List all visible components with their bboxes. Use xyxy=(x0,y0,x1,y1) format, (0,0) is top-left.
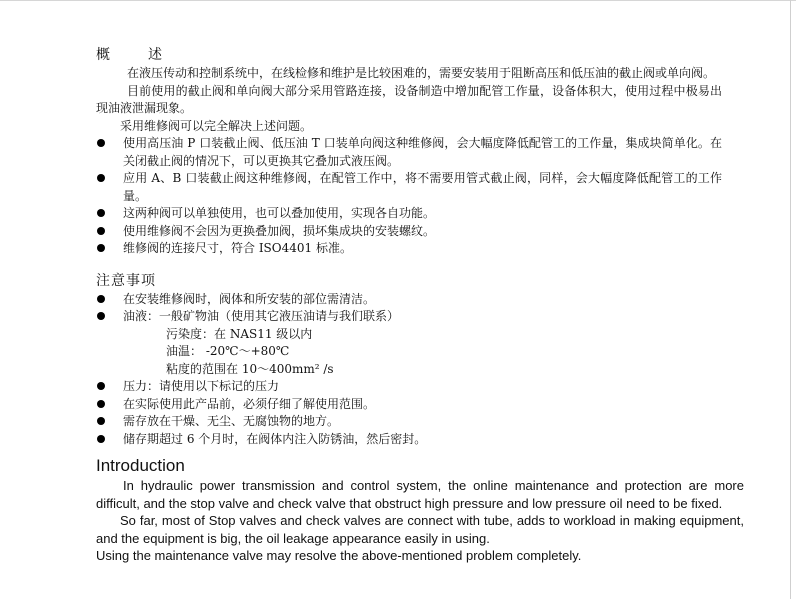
bullet-dot-icon xyxy=(97,139,105,147)
introduction-heading: Introduction xyxy=(96,456,185,475)
notes-bullet-text: 需存放在干燥、无尘、无腐蚀物的地方。 xyxy=(123,414,340,428)
notes-bullet-text: 在实际使用此产品前，必须仔细了解使用范围。 xyxy=(123,396,376,411)
notes-heading: 注意事项 xyxy=(96,272,156,289)
oil-spec-line: 污染度：在 NAS11 级以内 xyxy=(166,326,313,341)
section-spacer xyxy=(96,448,722,456)
notes-bullet-text: 储存期超过 6 个月时，在阀体内注入防锈油，然后密封。 xyxy=(123,431,427,446)
bullet-dot-icon xyxy=(97,209,105,217)
oil-spec-line: 油温： -20℃～+80℃ xyxy=(166,344,290,358)
notes-bullet-text: 油液：一般矿物油（使用其它液压油请与我们联系） xyxy=(123,309,400,323)
overview-bullet xyxy=(96,240,722,258)
notes-bullet xyxy=(96,396,722,414)
section-spacer xyxy=(96,258,722,272)
introduction-paragraph-3: Using the maintenance valve may resolve the above-mentioned problem completely. xyxy=(96,548,582,563)
introduction-paragraph-1: In hydraulic power transmission and control system, the online maintenance and protection are more difficult, and the stop valve and check valve that obstruct high pressure and low pressure oil need to be fixed. xyxy=(96,478,744,511)
overview-bullet-text: 这两种阀可以单独使用，也可以叠加使用，实现各自功能。 xyxy=(123,206,436,220)
bullet-dot-icon xyxy=(97,435,105,443)
overview-bullet xyxy=(96,205,722,223)
overview-bullet xyxy=(96,223,722,241)
overview-bullet-text: 维修阀的连接尺寸，符合 ISO4401 标准。 xyxy=(123,241,352,255)
bullet-dot-icon xyxy=(97,174,105,182)
overview-paragraph-3: 采用维修阀可以完全解决上述问题。 xyxy=(120,118,313,133)
bullet-dot-icon xyxy=(97,400,105,408)
notes-bullet xyxy=(96,291,722,309)
notes-bullet xyxy=(96,308,722,326)
bullet-dot-icon xyxy=(97,417,105,425)
document-page xyxy=(96,46,744,565)
overview-bullet-text: 应用 A、B 口装截止阀这种维修阀，在配管工作中，将不需要用管式截止阀，同样，会大幅度降低配管工的工作量。 xyxy=(123,171,722,203)
overview-bullet xyxy=(96,135,722,170)
overview-paragraph-1: 在液压传动和控制系统中，在线检修和维护是比较困难的，需要安装用于阻断高压和低压油的截止阀或单向阀。 xyxy=(127,66,716,80)
notes-bullet-text: 压力：请使用以下标记的压力 xyxy=(123,379,280,393)
notes-bullet xyxy=(96,431,722,449)
bullet-dot-icon xyxy=(97,382,105,390)
page-top-border xyxy=(0,0,796,1)
bullet-dot-icon xyxy=(97,312,105,320)
bullet-dot-icon xyxy=(97,244,105,252)
bullet-dot-icon xyxy=(97,227,105,235)
notes-bullet-text: 在安装维修阀时，阀体和所安装的部位需清洁。 xyxy=(123,291,376,306)
overview-bullet-text: 使用维修阀不会因为更换叠加阀，损坏集成块的安装螺纹。 xyxy=(123,223,436,238)
bullet-dot-icon xyxy=(97,295,105,303)
notes-bullet xyxy=(96,378,722,396)
introduction-paragraph-2: So far, most of Stop valves and check valves are connect with tube, adds to workload in making equipment, and the equipment is big, the oil leakage appearance easily in using. xyxy=(96,513,744,546)
overview-bullet-text: 使用高压油 P 口装截止阀、低压油 T 口装单向阀这种维修阀，会大幅度降低配管工的工作量，集成块简单化。在关闭截止阀的情况下，可以更换其它叠加式液压阀。 xyxy=(123,136,722,168)
notes-bullet xyxy=(96,413,722,431)
page-right-border xyxy=(790,0,791,599)
overview-heading: 概 述 xyxy=(96,47,174,63)
overview-bullet xyxy=(96,170,722,205)
oil-spec-line: 粘度的范围在 10～400mm² /s xyxy=(166,361,334,376)
overview-paragraph-2: 目前使用的截止阀和单向阀大部分采用管路连接，设备制造中增加配管工作量，设备体积大，使用过程中极易出现油液泄漏现象。 xyxy=(96,83,722,115)
